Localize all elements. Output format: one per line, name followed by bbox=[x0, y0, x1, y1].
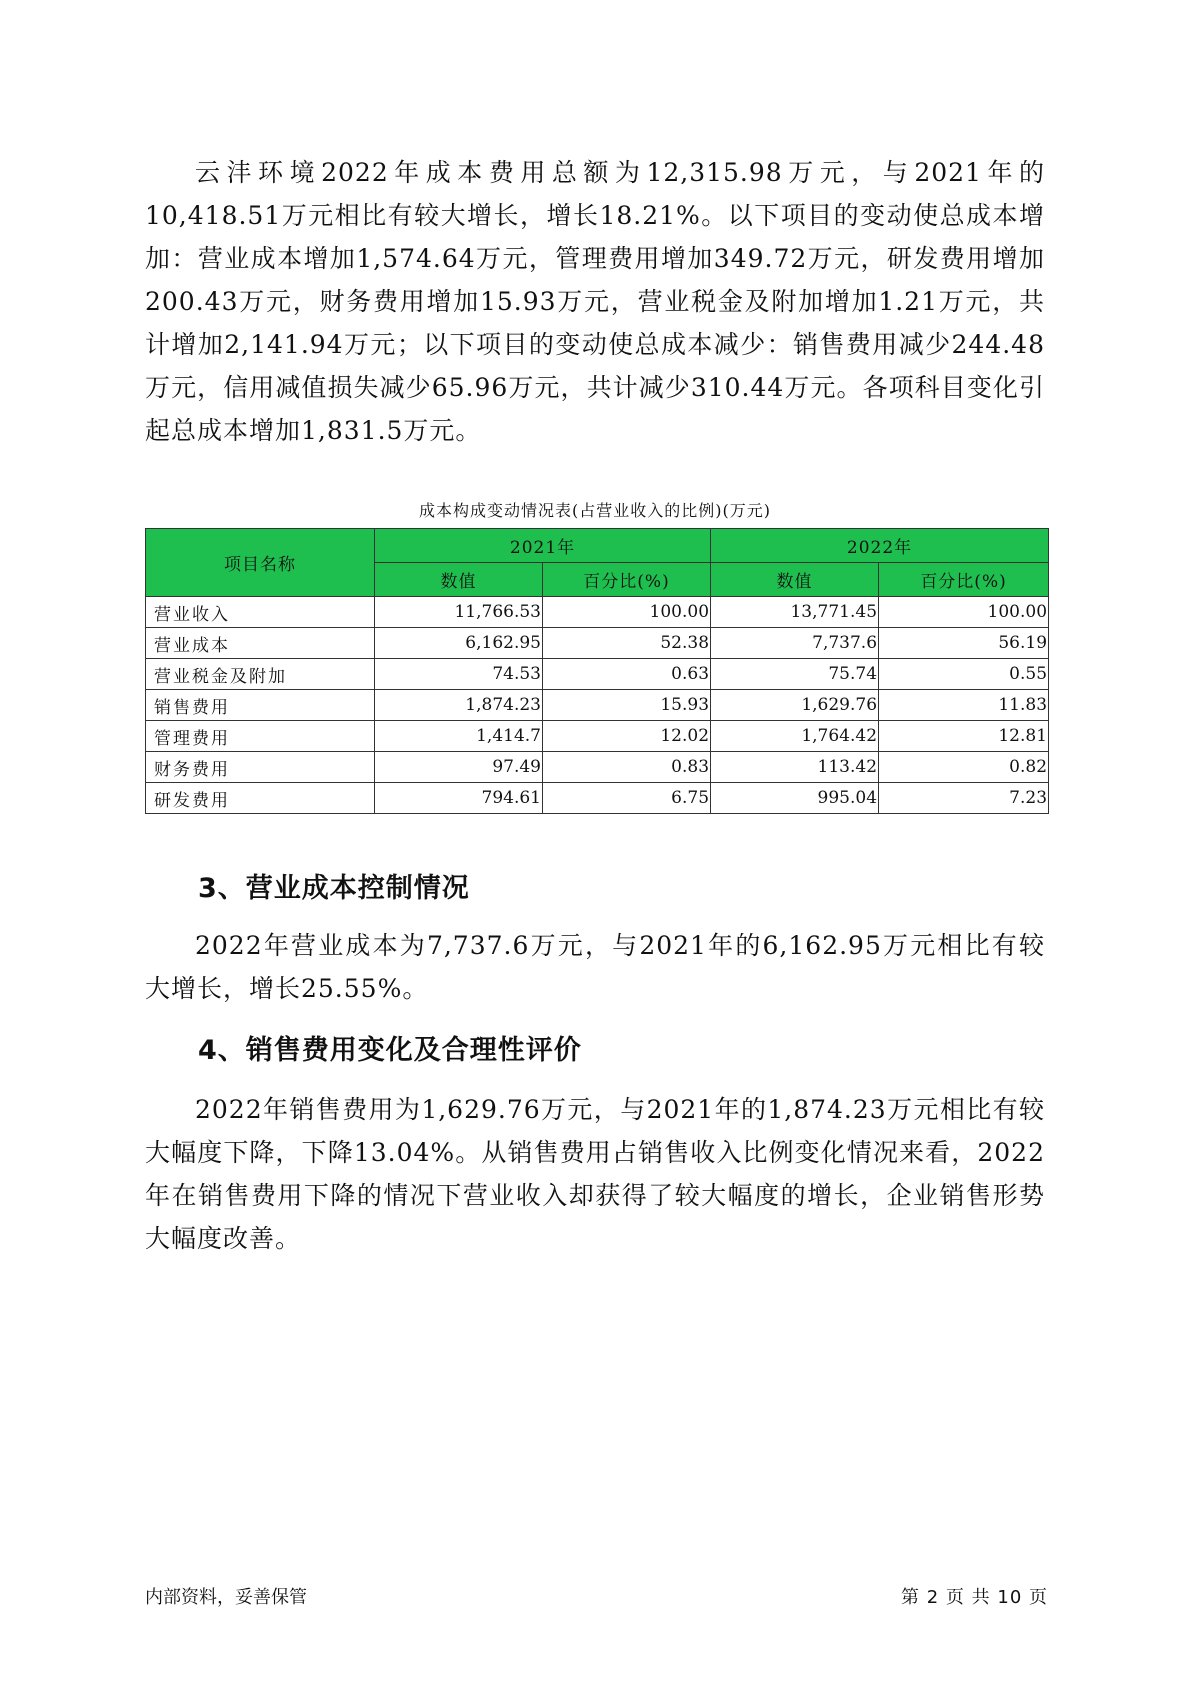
table-row bbox=[146, 628, 1049, 659]
value-2021: 794.61 bbox=[375, 783, 543, 814]
item-name-header: 项目名称 bbox=[146, 529, 375, 597]
row-name: 销售费用 bbox=[146, 690, 375, 721]
value-2021: 1,414.7 bbox=[375, 721, 543, 752]
row-name: 营业收入 bbox=[146, 597, 375, 628]
row-name: 财务费用 bbox=[146, 752, 375, 783]
value-2022: 1,764.42 bbox=[711, 721, 879, 752]
value-2022: 13,771.45 bbox=[711, 597, 879, 628]
pct-2022: 12.81 bbox=[879, 721, 1049, 752]
table-row bbox=[146, 690, 1049, 721]
cost-structure-table bbox=[145, 528, 1049, 814]
table-row bbox=[146, 659, 1049, 690]
value-2021: 1,874.23 bbox=[375, 690, 543, 721]
table-row bbox=[146, 597, 1049, 628]
pct-2021: 0.63 bbox=[543, 659, 711, 690]
table-caption: 成本构成变动情况表(占营业收入的比例)(万元) bbox=[419, 501, 771, 520]
pct-header-2021: 百分比(%) bbox=[543, 563, 711, 597]
value-header-2021: 数值 bbox=[375, 563, 543, 597]
section-3-paragraph: 2022年营业成本为7,737.6万元，与2021年的6,162.95万元相比有较大增长，增长25.55%。 bbox=[145, 931, 1045, 1003]
footer-page-number: 第 2 页 共 10 页 bbox=[901, 1587, 1048, 1608]
pct-2022: 100.00 bbox=[879, 597, 1049, 628]
value-2022: 7,737.6 bbox=[711, 628, 879, 659]
pct-2021: 52.38 bbox=[543, 628, 711, 659]
table-row bbox=[146, 752, 1049, 783]
pct-2022: 11.83 bbox=[879, 690, 1049, 721]
row-name: 研发费用 bbox=[146, 783, 375, 814]
value-2022: 995.04 bbox=[711, 783, 879, 814]
table-row bbox=[146, 783, 1049, 814]
pct-2022: 56.19 bbox=[879, 628, 1049, 659]
value-2022: 113.42 bbox=[711, 752, 879, 783]
row-name: 管理费用 bbox=[146, 721, 375, 752]
row-name: 营业税金及附加 bbox=[146, 659, 375, 690]
section-4-paragraph: 2022年销售费用为1,629.76万元，与2021年的1,874.23万元相比有较大幅度下降，下降13.04%。从销售费用占销售收入比例变化情况来看，2022年在销售费用下降的情况下营业收入却获得了较大幅度的增长，企业销售形势大幅度改善。 bbox=[145, 1095, 1045, 1253]
section-3-heading: 3、营业成本控制情况 bbox=[198, 873, 470, 904]
value-header-2022: 数值 bbox=[711, 563, 879, 597]
value-2021: 11,766.53 bbox=[375, 597, 543, 628]
value-2021: 6,162.95 bbox=[375, 628, 543, 659]
value-2022: 75.74 bbox=[711, 659, 879, 690]
pct-2021: 12.02 bbox=[543, 721, 711, 752]
pct-2021: 100.00 bbox=[543, 597, 711, 628]
pct-2021: 0.83 bbox=[543, 752, 711, 783]
intro-paragraph: 云沣环境2022年成本费用总额为12,315.98万元，与2021年的10,418.51万元相比有较大增长，增长18.21%。以下项目的变动使总成本增加：营业成本增加1,574.64万元，管理费用增加349.72万元，研发费用增加200.43万元，财务费用增加15.93万元，营业税金及附加增加1.21万元，共计增加2,141.94万元；以下项目的变动使总成本减少：销售费用减少244.48万元，信用减值损失减少65.96万元，共计减少310.44万元。各项科目变化引起总成本增加1,831.5万元。 bbox=[145, 158, 1045, 445]
table-row bbox=[146, 721, 1049, 752]
section-4-heading: 4、销售费用变化及合理性评价 bbox=[198, 1035, 582, 1066]
footer-confidential-note: 内部资料，妥善保管 bbox=[145, 1587, 307, 1608]
pct-2022: 7.23 bbox=[879, 783, 1049, 814]
pct-2021: 15.93 bbox=[543, 690, 711, 721]
pct-2022: 0.55 bbox=[879, 659, 1049, 690]
value-2022: 1,629.76 bbox=[711, 690, 879, 721]
value-2021: 74.53 bbox=[375, 659, 543, 690]
year-2022-header: 2022年 bbox=[711, 529, 1049, 563]
row-name: 营业成本 bbox=[146, 628, 375, 659]
table-header-row-years bbox=[146, 529, 1049, 563]
pct-2021: 6.75 bbox=[543, 783, 711, 814]
pct-header-2022: 百分比(%) bbox=[879, 563, 1049, 597]
pct-2022: 0.82 bbox=[879, 752, 1049, 783]
value-2021: 97.49 bbox=[375, 752, 543, 783]
year-2021-header: 2021年 bbox=[375, 529, 711, 563]
